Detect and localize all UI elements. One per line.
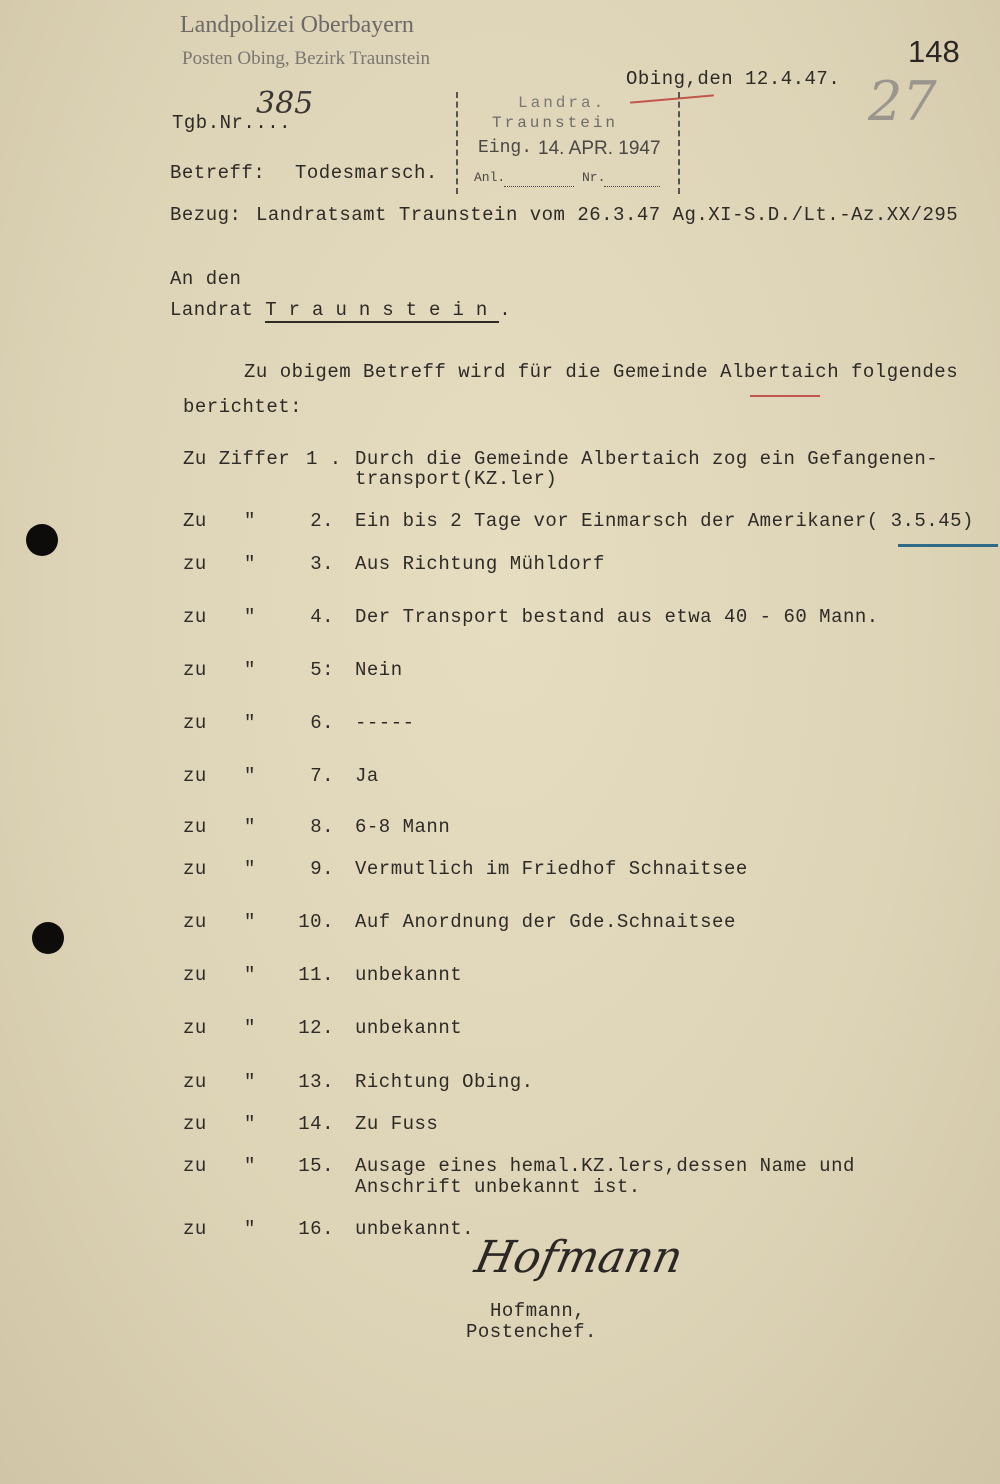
signer-name: Hofmann, [490, 1300, 586, 1322]
item-8-zu: zu [183, 816, 207, 838]
blue-pencil-mark [898, 544, 998, 547]
folio-number: 148 [908, 34, 960, 69]
stamp-line-2: Traunstein [492, 114, 619, 132]
item-5-quote: " [244, 659, 256, 681]
item-15-quote: " [244, 1155, 256, 1177]
item-1-zu: Zu Ziffer [183, 448, 291, 470]
item-9-quote: " [244, 858, 256, 880]
item-1-text-2: transport(KZ.ler) [355, 468, 558, 490]
item-12-zu: zu [183, 1017, 207, 1039]
stamp-anl-line [504, 186, 574, 187]
item-4-num: 4. [310, 606, 334, 628]
item-10-zu: zu [183, 911, 207, 933]
item-2-zu: Zu [183, 510, 207, 532]
item-10-quote: " [244, 911, 256, 933]
recipient-suffix: . [499, 299, 512, 321]
item-2-text: Ein bis 2 Tage vor Einmarsch der Amerikaner( 3.5.45) [355, 510, 974, 532]
red-underline [750, 395, 820, 397]
item-16-num: 16. [298, 1218, 334, 1240]
punch-hole-bottom [32, 922, 64, 954]
item-3-quote: " [244, 553, 256, 575]
letterhead-line-1: Landpolizei Oberbayern [180, 12, 414, 38]
item-12-num: 12. [298, 1017, 334, 1039]
item-3-zu: zu [183, 553, 207, 575]
stamp-nr-label: Nr. [582, 170, 606, 185]
item-9-text: Vermutlich im Friedhof Schnaitsee [355, 858, 748, 880]
item-11-num: 11. [298, 964, 334, 986]
item-1-text: Durch die Gemeinde Albertaich zog ein Gefangenen- [355, 448, 939, 470]
item-7-quote: " [244, 765, 256, 787]
item-4-text: Der Transport bestand aus etwa 40 - 60 Mann. [355, 606, 879, 628]
item-8-num: 8. [310, 816, 334, 838]
received-stamp [456, 92, 680, 194]
item-7-num: 7. [310, 765, 334, 787]
item-7-zu: zu [183, 765, 207, 787]
stamp-line-1: Landra. [518, 94, 607, 112]
item-16-text: unbekannt. [355, 1218, 475, 1240]
item-15-num: 15. [298, 1155, 334, 1177]
item-12-quote: " [244, 1017, 256, 1039]
item-13-zu: zu [183, 1071, 207, 1093]
item-3-text: Aus Richtung Mühldorf [355, 553, 605, 575]
item-6-zu: zu [183, 712, 207, 734]
letterhead-line-2: Posten Obing, Bezirk Traunstein [182, 48, 431, 69]
item-13-num: 13. [298, 1071, 334, 1093]
item-6-num: 6. [310, 712, 334, 734]
item-11-quote: " [244, 964, 256, 986]
item-10-num: 10. [298, 911, 334, 933]
item-12-text: unbekannt [355, 1017, 463, 1039]
item-13-text: Richtung Obing. [355, 1071, 534, 1093]
item-1-num: 1 . [306, 448, 342, 470]
item-10-text: Auf Anordnung der Gde.Schnaitsee [355, 911, 736, 933]
item-5-zu: zu [183, 659, 207, 681]
item-14-quote: " [244, 1113, 256, 1135]
item-4-zu: zu [183, 606, 207, 628]
item-14-text: Zu Fuss [355, 1113, 439, 1135]
betreff-value: Todesmarsch. [295, 162, 438, 184]
item-5-num: 5: [310, 659, 334, 681]
stamp-nr-line [604, 186, 660, 187]
intro-line-2: berichtet: [183, 396, 303, 418]
item-3-num: 3. [310, 553, 334, 575]
item-11-zu: zu [183, 964, 207, 986]
item-9-zu: zu [183, 858, 207, 880]
item-15-zu: zu [183, 1155, 207, 1177]
item-14-zu: zu [183, 1113, 207, 1135]
item-2-quote: " [244, 510, 256, 532]
item-15-text-2: Anschrift unbekannt ist. [355, 1176, 641, 1198]
item-8-quote: " [244, 816, 256, 838]
recipient-line-2 [170, 299, 511, 321]
handwritten-number: 27 [868, 70, 937, 133]
item-7-text: Ja [355, 765, 379, 787]
item-2-num: 2. [310, 510, 334, 532]
stamp-date: 14. APR. 1947 [538, 138, 661, 159]
intro-line-1: Zu obigem Betreff wird für die Gemeinde Albertaich folgendes [244, 361, 959, 383]
item-13-quote: " [244, 1071, 256, 1093]
signer-title: Postenchef. [466, 1321, 597, 1343]
item-4-quote: " [244, 606, 256, 628]
stamp-anl-label: Anl. [474, 170, 506, 185]
item-11-text: unbekannt [355, 964, 463, 986]
betreff-label: Betreff: [170, 162, 266, 184]
place-date: Obing,den 12.4.47. [626, 68, 841, 90]
stamp-eing-label: Eing. [478, 138, 533, 158]
bezug-label: Bezug: [170, 204, 242, 226]
tgb-number: 385 [256, 86, 314, 121]
recipient-prefix: Landrat [170, 299, 254, 321]
item-14-num: 14. [298, 1113, 334, 1135]
item-15-text: Ausage eines hemal.KZ.lers,dessen Name und [355, 1155, 855, 1177]
item-8-text: 6-8 Mann [355, 816, 451, 838]
handwritten-signature: Hofmann [470, 1232, 688, 1283]
item-6-quote: " [244, 712, 256, 734]
item-6-text: ----- [355, 712, 415, 734]
item-16-zu: zu [183, 1218, 207, 1240]
recipient-line-1: An den [170, 268, 242, 290]
recipient-name: Traunstein [265, 299, 500, 321]
item-5-text: Nein [355, 659, 403, 681]
punch-hole-top [26, 524, 58, 556]
item-9-num: 9. [310, 858, 334, 880]
tgb-label: Tgb.Nr.... [172, 112, 292, 134]
item-16-quote: " [244, 1218, 256, 1240]
bezug-value: Landratsamt Traunstein vom 26.3.47 Ag.XI-S.D./Lt.-Az.XX/295 [256, 204, 959, 226]
